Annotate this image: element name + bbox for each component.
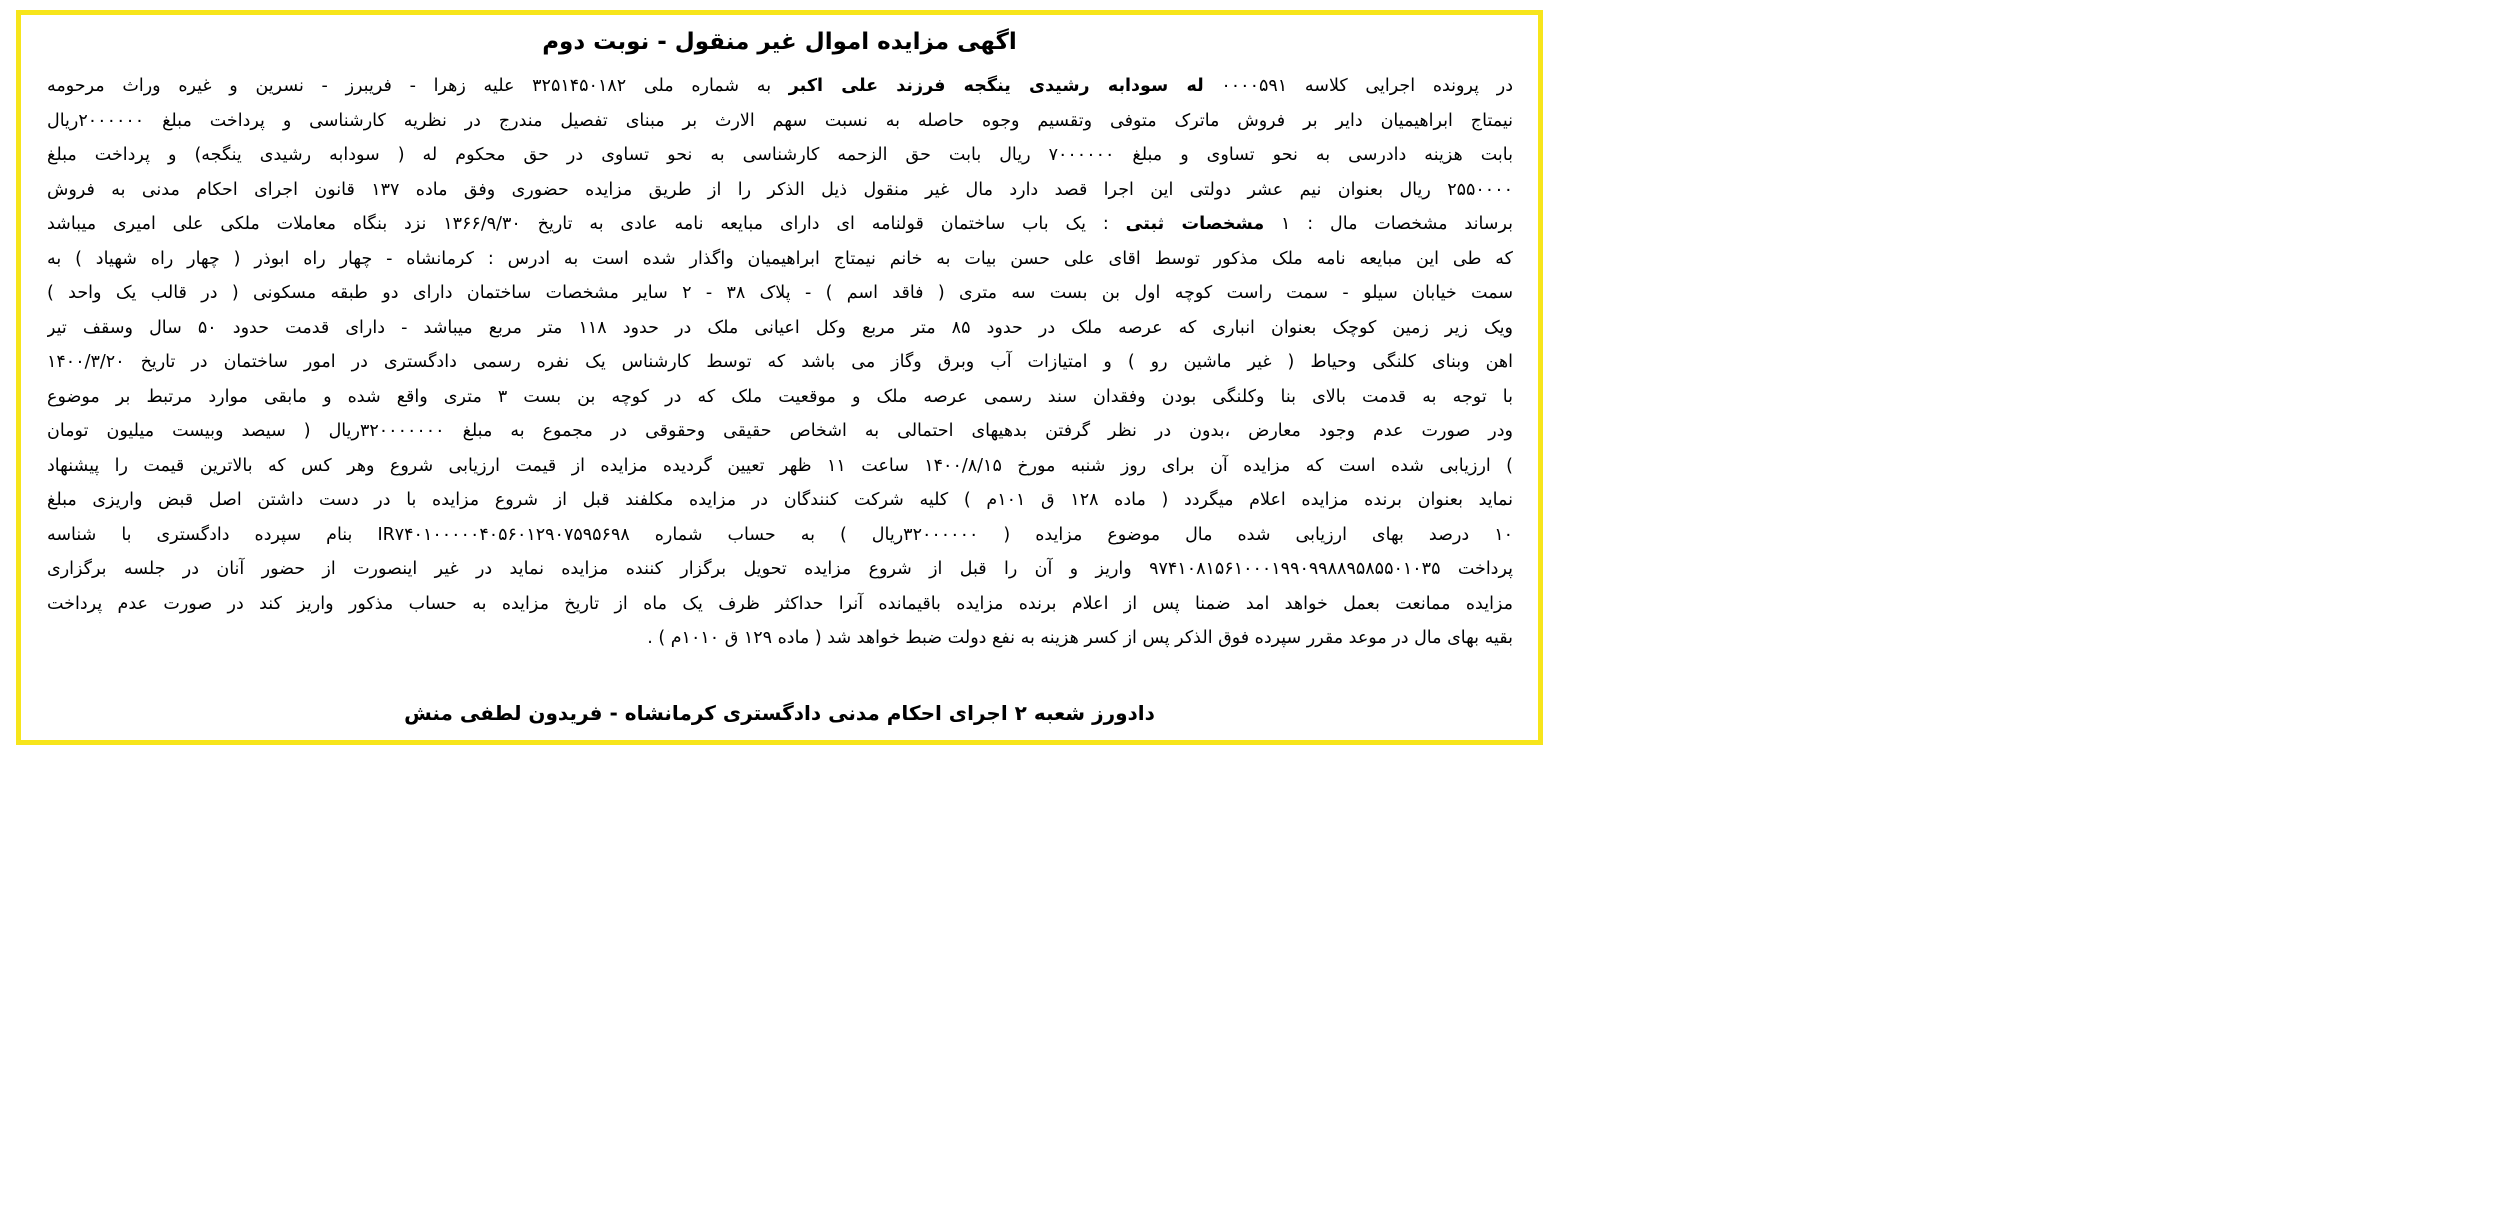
body-line: اهن وبنای کلنگی وحیاط ( غیر ماشین رو ) و امتیازات آب وبرق وگاز می باشد که توسط کارشناس یک نفره رسمی دادگستری در امور ساختمان در تاریخ ۱۴۰۰/۳/۲۰ bbox=[47, 352, 1513, 372]
body-line: ۲۵۵۰۰۰۰ ریال بعنوان نیم عشر دولتی این اجرا قصد دارد مال غیر منقول ذیل الذکر را از طریق مزایده حضوری وفق ماده ۱۳۷ قانون اجرای احکام مدنی به فروش bbox=[47, 179, 1513, 200]
body-line: مزایده ممانعت بعمل خواهد امد ضمنا پس از اعلام برنده مزایده باقیمانده آنرا حداکثر ظرف یک ماه از تاریخ مزایده به حساب مذکور واریز کند در صورت عدم پرداخت bbox=[47, 593, 1513, 614]
notice-body bbox=[47, 69, 1513, 656]
body-line: ۱۰ درصد بهای ارزیابی شده مال موضوع مزایده ( ۳۲۰۰۰۰۰۰ریال ) به حساب شماره IR۷۴۰۱۰۰۰۰۰۴۰۵۶۰۱۲۹۰۷۵۹۵۶۹۸ بنام سپرده دادگستری با شناسه bbox=[47, 524, 1513, 545]
body-line: نیمتاج ابراهیمیان دایر بر فروش ماترک متوفی وتقسیم وجوه حاصله به نسبت سهم الارث بر مبنای تفصیل مندرج در نظریه کارشناسی و پرداخت مبلغ ۲۰۰۰۰۰۰ریال bbox=[47, 110, 1513, 131]
body-line: که طی این مبایعه نامه ملک مذکور توسط اقای علی حسن بیات به خانم نیمتاج ابراهیمیان واگذار شده است به ادرس : کرمانشاه - چهار راه ابوذر ( چهار راه شهیاد ) به bbox=[47, 248, 1513, 269]
notice-title: اگهی مزایده اموال غیر منقول - نوبت دوم bbox=[542, 29, 1017, 55]
body-line: نماید بعنوان برنده مزایده اعلام میگردد ( ماده ۱۲۸ ق ۱۰۱م ) کلیه شرکت کنندگان در مزایده مکلفند قبل از شروع مزایده با در دست داشتن اصل قبض واریزی مبلغ bbox=[47, 490, 1513, 510]
body-line: برساند مشخصات مال : ۱ مشخصات ثبتی : یک باب ساختمان قولنامه ای دارای مبایعه نامه عادی به تاریخ ۱۳۶۶/۹/۳۰ نزد بنگاه معاملات ملکی علی امیری میباشد bbox=[47, 214, 1513, 234]
body-line: بقیه بهای مال در موعد مقرر سپرده فوق الذکر پس از کسر هزینه به نفع دولت ضبط خواهد شد ( ماده ۱۲۹ ق ۱۰۱۰م ) . bbox=[647, 628, 1513, 648]
plaintiff-name: له سودابه رشیدی ینگجه فرزند علی اکبر bbox=[788, 76, 1204, 96]
body-line: با توجه به قدمت بالای بنا وکلنگی بودن وفقدان سند رسمی عرصه ملک و موقعیت ملک که در کوچه بن بست ۳ متری واقع شده و مابقی موارد مرتبط بر موضوع bbox=[47, 386, 1513, 407]
registration-specs-label: مشخصات ثبتی bbox=[1125, 214, 1265, 234]
body-line: سمت خیابان سیلو - سمت راست کوچه اول بن بست سه متری ( فاقد اسم ) - پلاک ۳۸ - ۲ سایر مشخصات ساختمان دارای دو طبقه مسکونی ( در قالب یک واحد ) bbox=[47, 283, 1513, 303]
notice-frame bbox=[16, 10, 1543, 745]
body-line: ودر صورت عدم وجود معارض ،بدون در نظر گرفتن بدهیهای احتمالی به اشخاص حقیقی وحقوقی در مجموع به مبلغ ۳۲۰۰۰۰۰۰۰ریال ( سیصد وبیست میلیون تومان bbox=[47, 421, 1513, 441]
body-line: در پرونده اجرایی کلاسه ۰۰۰۰۵۹۱ له سودابه رشیدی ینگجه فرزند علی اکبر به شماره ملی ۳۲۵۱۴۵۰۱۸۲ علیه زهرا - فریبرز - نسرین و غیره وراث مرحومه bbox=[47, 76, 1513, 96]
notice-signature: دادورز شعبه ۲ اجرای احکام مدنی دادگستری کرمانشاه - فریدون لطفی منش bbox=[404, 701, 1155, 725]
body-line: ) ارزیابی شده است که مزایده آن برای روز شنبه مورخ ۱۴۰۰/۸/۱۵ ساعت ۱۱ ظهر تعیین گردیده مزایده از قیمت ارزیابی شروع وهر کس که بالاترین قیمت را پیشنهاد bbox=[47, 455, 1513, 476]
body-line: بابت هزینه دادرسی به نحو تساوی و مبلغ ۷۰۰۰۰۰۰ ریال بابت حق الزحمه کارشناسی به نحو تساوی در حق محکوم له ( سودابه رشیدی ینگجه) و پرداخت مبلغ bbox=[47, 145, 1513, 165]
body-line: ویک زیر زمین کوچک بعنوان انباری که عرصه ملک در حدود ۸۵ متر مربع وکل اعیانی ملک در حدود ۱۱۸ متر مربع میباشد - دارای قدمت حدود ۵۰ سال وسقف تیر bbox=[47, 317, 1513, 338]
body-line: پرداخت ۹۷۴۱۰۸۱۵۶۱۰۰۰۱۹۹۰۹۹۸۸۹۵۸۵۵۰۱۰۳۵ واریز و آن را قبل از شروع مزایده تحویل برگزار کننده مزایده نماید در غیر اینصورت از حضور آنان در جلسه برگزاری bbox=[47, 559, 1513, 579]
